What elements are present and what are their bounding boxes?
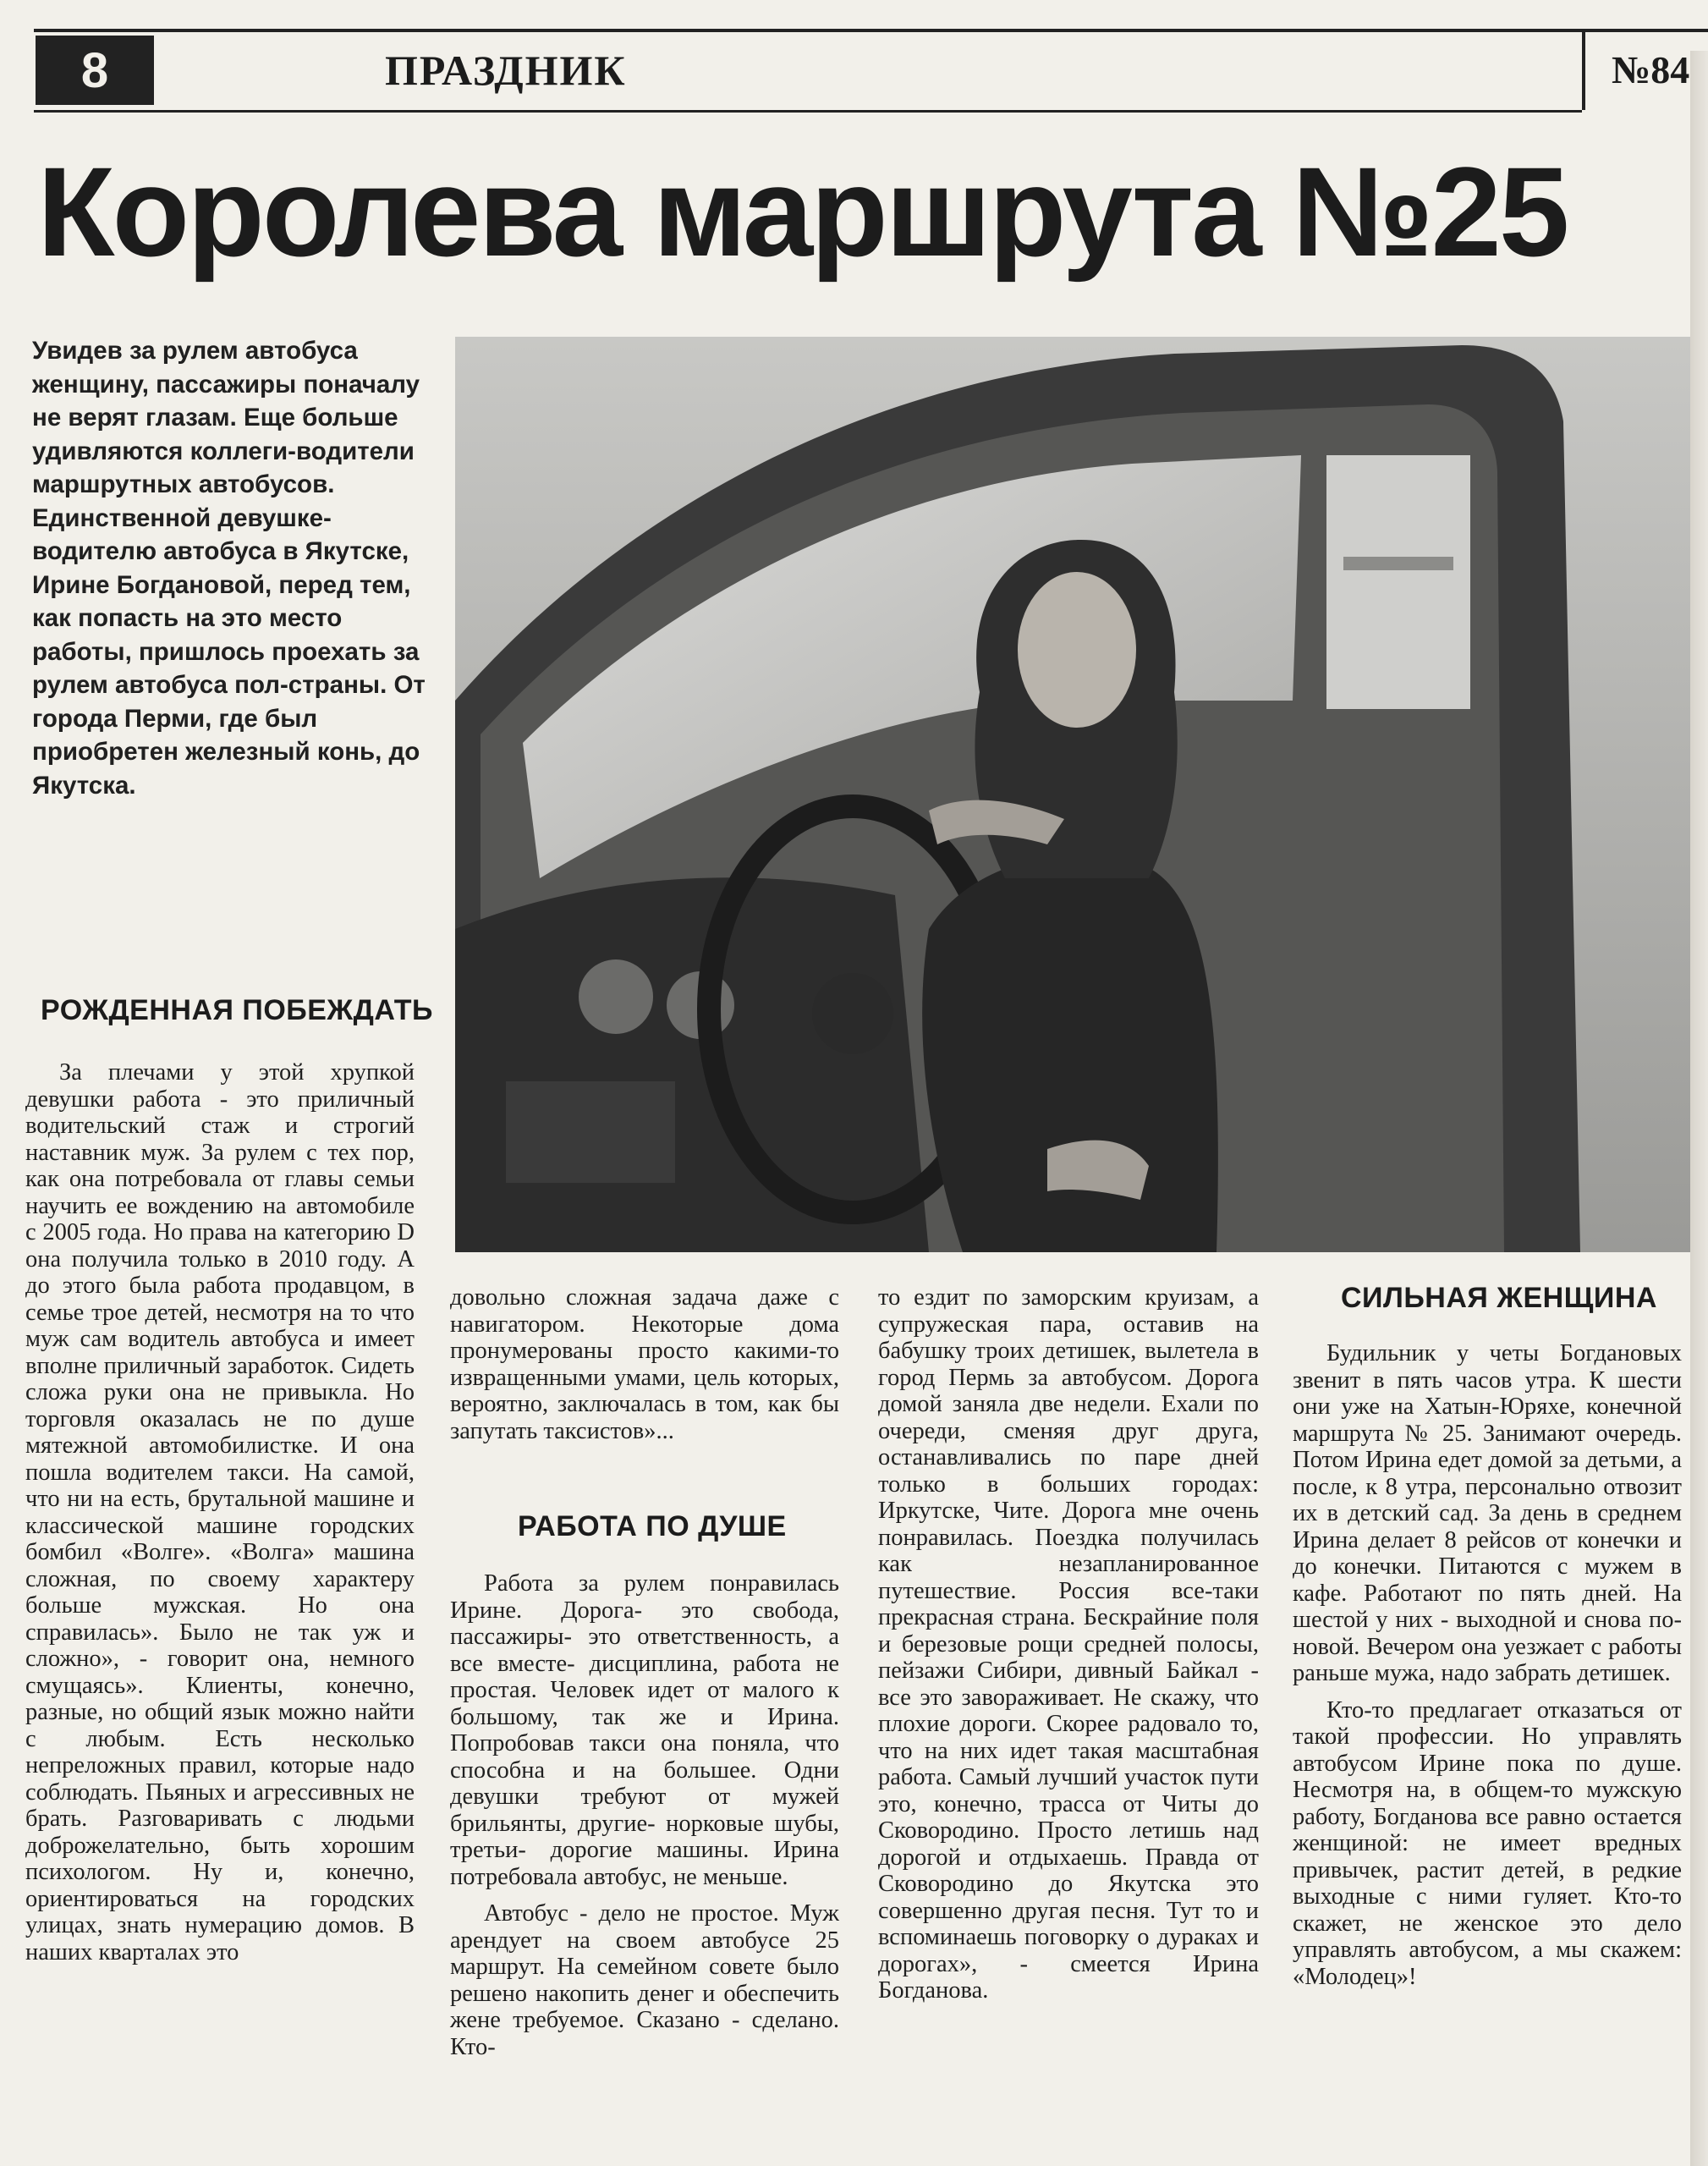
article-column-1 <box>25 1059 415 1965</box>
paragraph: Будильник у четы Богдановых звенит в пять часов утра. К шести они уже на Хатын-Юряхе, конечной маршрута № 25. Занимают очередь. Потом Ирина едет домой за детьми, а после, к 8 утра, персонально отвозит их в детский сад. За день в среднем Ирина делает 8 рейсов от конечки и до конечки. Питаются с мужем в кафе. Работают по пять дней. На шестой у них - выходной и снова по-новой. Вечером она уезжает с работы раньше мужа, надо забрать детишек. <box>1293 1340 1682 1686</box>
top-rule <box>34 29 1708 32</box>
paragraph: Автобус - дело не простое. Муж арендует на своем автобусе 25 маршрут. На семейном совете было решено накопить денег и обеспечить жене требуемое. Сказано - сделано. Кто- <box>450 1900 839 2060</box>
article-lead: Увидев за рулем автобуса женщину, пассажиры поначалу не верят глазам. Еще больше удивляются коллеги-водители маршрутных автобусов. Единственной девушке-водителю автобуса в Якутске, Ирине Богдановой, перед тем, как попасть на это место работы, пришлось проехать за рулем автобуса пол-страны. От города Перми, где был приобретен железный конь, до Якутска. <box>32 337 426 800</box>
section-title: ПРАЗДНИК <box>385 46 627 94</box>
next-page-edge <box>1690 51 1708 2166</box>
issue-number: №84 <box>1612 48 1690 91</box>
article-headline: Королева маршрута №25 <box>37 140 1568 283</box>
paragraph: довольно сложная задача даже с навигатором. Некоторые дома пронумерованы просто какими-то извращенными умами, цель которых, вероятно, заключалась в том, как бы запутать таксистов»... <box>450 1284 839 1444</box>
section-heading-3: СИЛЬНАЯ ЖЕНЩИНА <box>1341 1282 1657 1314</box>
article-column-2 <box>450 1284 839 1444</box>
section-heading-2: РАБОТА ПО ДУШЕ <box>518 1510 787 1542</box>
driver-photo <box>455 337 1690 1252</box>
article-column-4 <box>1293 1340 1682 1990</box>
paragraph: то ездит по заморским круизам, а супружеская пара, оставив на бабушку троих детишек, вылетела в город Пермь за автобусом. Дорога домой заняла две недели. Ехали по очереди, сменяя друг друга, останавливались по паре дней только в больших городах: Иркутске, Чите. Дорога мне очень понравилась. Поездка получилась как незапланированное путешествие. Россия все-таки прекрасная страна. Бескрайние поля и березовые рощи средней полосы, пейзажи Сибири, дивный Байкал - все это завораживает. Не скажу, что плохие дороги. Скорее радовало то, что на них идет такая масштабная работа. Самый лучший участок пути это, конечно, трасса от Читы до Сковородино. Просто летишь над дорогой и отдыхаешь. Правда от Сковородино до Якутска это совершенно другая песня. Тут то и вспоминаешь поговорку о дураках и дорогах», - смеется Ирина Богданова. <box>878 1284 1259 2004</box>
page-number: 8 <box>36 36 154 105</box>
masthead-rule <box>34 110 1582 113</box>
section-heading-1: РОЖДЕННАЯ ПОБЕЖДАТЬ <box>41 994 433 1026</box>
paragraph: За плечами у этой хрупкой девушки работа - это приличный водительский стаж и строгий наставник муж. За рулем с тех пор, как она потребовала от главы семьи научить ее вождению на автомобиле с 2005 года. Но права на категорию D она получила только в 2010 году. А до этого была работа продавцом, в семье трое детей, несмотря на то что муж сам водитель автобуса и имеет вполне приличный заработок. Сидеть сложа руки она не привыкла. Но торговля оказалась не по душе мятежной автомобилистке. И она пошла водителем такси. На самой, что ни на есть, брутальной машине и классической машине городских бомбил «Волге». «Волга» машина сложная, по своему характеру больше мужская. Но она справилась». Было не так уж и сложно», - говорит она, немного смущаясь». Клиенты, конечно, разные, но общий язык можно найти с любым. Есть несколько непреложных правил, которые надо соблюдать. Пьяных и агрессивных не брать. Разговаривать с людьми доброжелательно, быть хорошим психологом. Ну и, конечно, ориентироваться на городских улицах, знать нумерацию домов. В наших кварталах это <box>25 1059 415 1965</box>
paragraph: Работа за рулем понравилась Ирине. Дорога- это свобода, пассажиры- это ответственность, а все вместе- дисциплина, работа не простая. Человек идет от малого к большому, так же и Ирина. Попробовав такси она поняла, что способна и на большее. Одни девушки требуют от мужей брильянты, другие- норковые шубы, третьи- дорогие машины. Ирина потребовала автобус, не меньше. <box>450 1570 839 1890</box>
paragraph: Кто-то предлагает отказаться от такой профессии. Но управлять автобусом Ирине пока по душе. Несмотря на, в общем-то мужскую работу, Богданова все равно остается женщиной: не имеет вредных привычек, растит детей, в редкие выходные с ними гуляет. Кто-то скажет, не женское это дело управлять автобусом, а мы скажем: «Молодец»! <box>1293 1696 1682 1990</box>
issue-divider <box>1582 32 1585 110</box>
article-column-3 <box>878 1284 1259 2004</box>
article-column-2-cont <box>450 1570 839 2060</box>
driver-photo-illustration <box>455 337 1690 1252</box>
